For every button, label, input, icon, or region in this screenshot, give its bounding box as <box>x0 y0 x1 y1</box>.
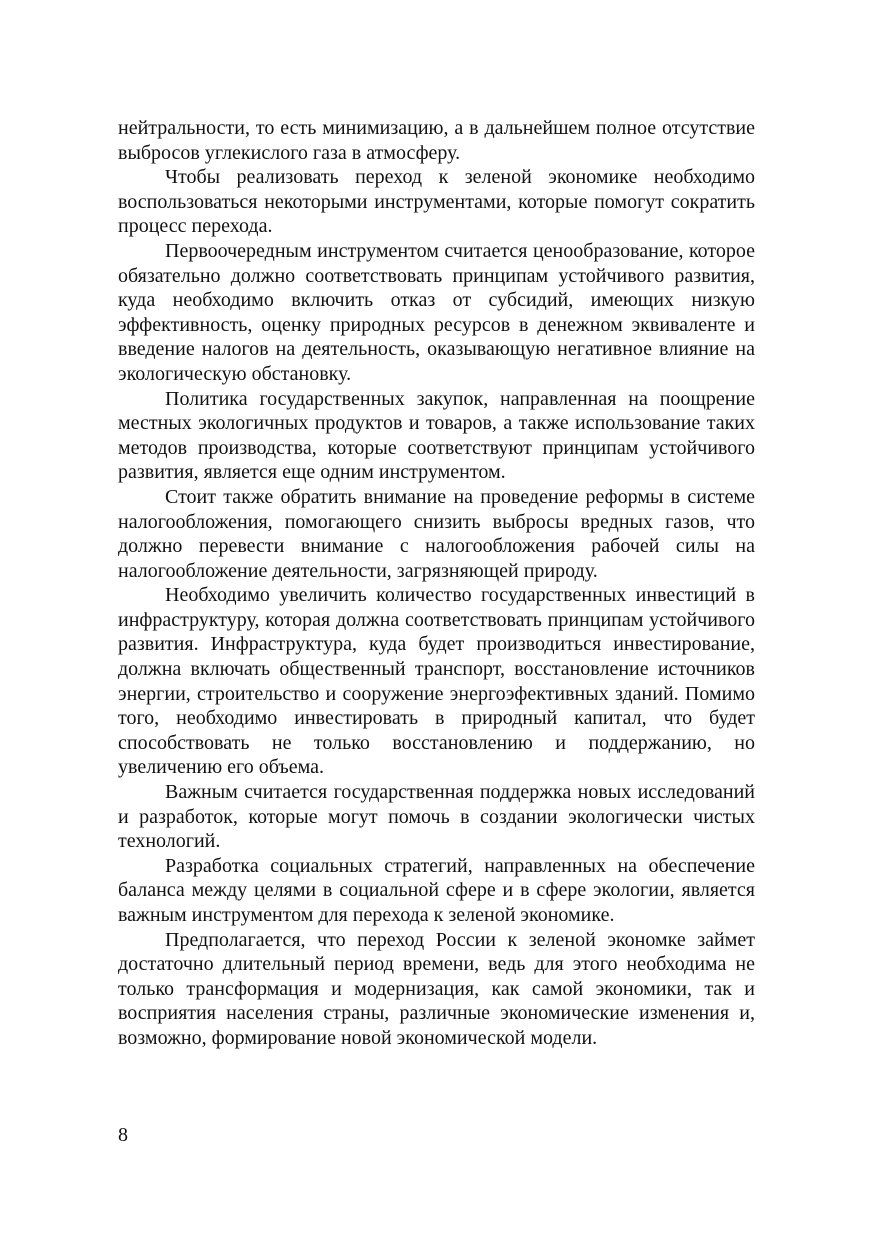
paragraph-social-strategies: Разработка социальных стратегий, направленных на обеспечение баланса между целями в социальной сфере и в сфере экологии, является важным инструментом для перехода к зеленой экономике. <box>118 854 755 926</box>
paragraph-pricing: Первоочередным инструментом считается ценообразование, которое обязательно должно соответствовать принципам устойчивого развития, куда необходимо включить отказ от субсидий, имеющих низкую эффективность, оценку природных ресурсов в денежном эквиваленте и введение налогов на деятельность, оказывающую негативное влияние на экологическую обстановку. <box>118 239 755 385</box>
paragraph-infrastructure: Необходимо увеличить количество государственных инвестиций в инфраструктуру, которая должна соответствовать принципам устойчивого развития. Инфраструктура, куда будет производиться инвестирование, должна включать общественный транспорт, восстановление источников энергии, строительство и сооружение энергоэфективных зданий. Помимо того, необходимо инвестировать в природный капитал, что будет способствовать не только восстановлению и поддержанию, но увеличению его объема. <box>118 584 755 779</box>
body-text <box>118 116 755 1051</box>
paragraph-continuation: нейтральности, то есть минимизацию, а в дальнейшем полное отсутствие выбросов углекислого газа в атмосферу. <box>118 117 755 164</box>
page-number: 8 <box>118 1124 128 1146</box>
paragraph-conclusion: Предполагается, что переход России к зеленой экономке займет достаточно длительный период времени, ведь для этого необходима не только трансформация и модернизация, как самой экономики, так и восприятия населения страны, различные экономические изменения и, возможно, формирование новой экономической модели. <box>118 928 755 1049</box>
paragraph-tax-reform: Стоит также обратить внимание на проведение реформы в системе налогообложения, помогающего снизить выбросы вредных газов, что должно перевести внимание с налогообложения рабочей силы на налогообложение деятельности, загрязняющей природу. <box>118 485 755 582</box>
paragraph-procurement: Политика государственных закупок, направленная на поощрение местных экологичных продуктов и товаров, а также использование таких методов производства, которые соответствуют принципам устойчивого развития, является еще одним инструментом. <box>118 387 755 484</box>
paragraph-research-support: Важным считается государственная поддержка новых исследований и разработок, которые могут помочь в создании экологически чистых технологий. <box>118 781 755 853</box>
paragraph-transition-tools: Чтобы реализовать переход к зеленой экономике необходимо воспользоваться некоторыми инструментами, которые помогут сократить процесс перехода. <box>118 166 755 238</box>
